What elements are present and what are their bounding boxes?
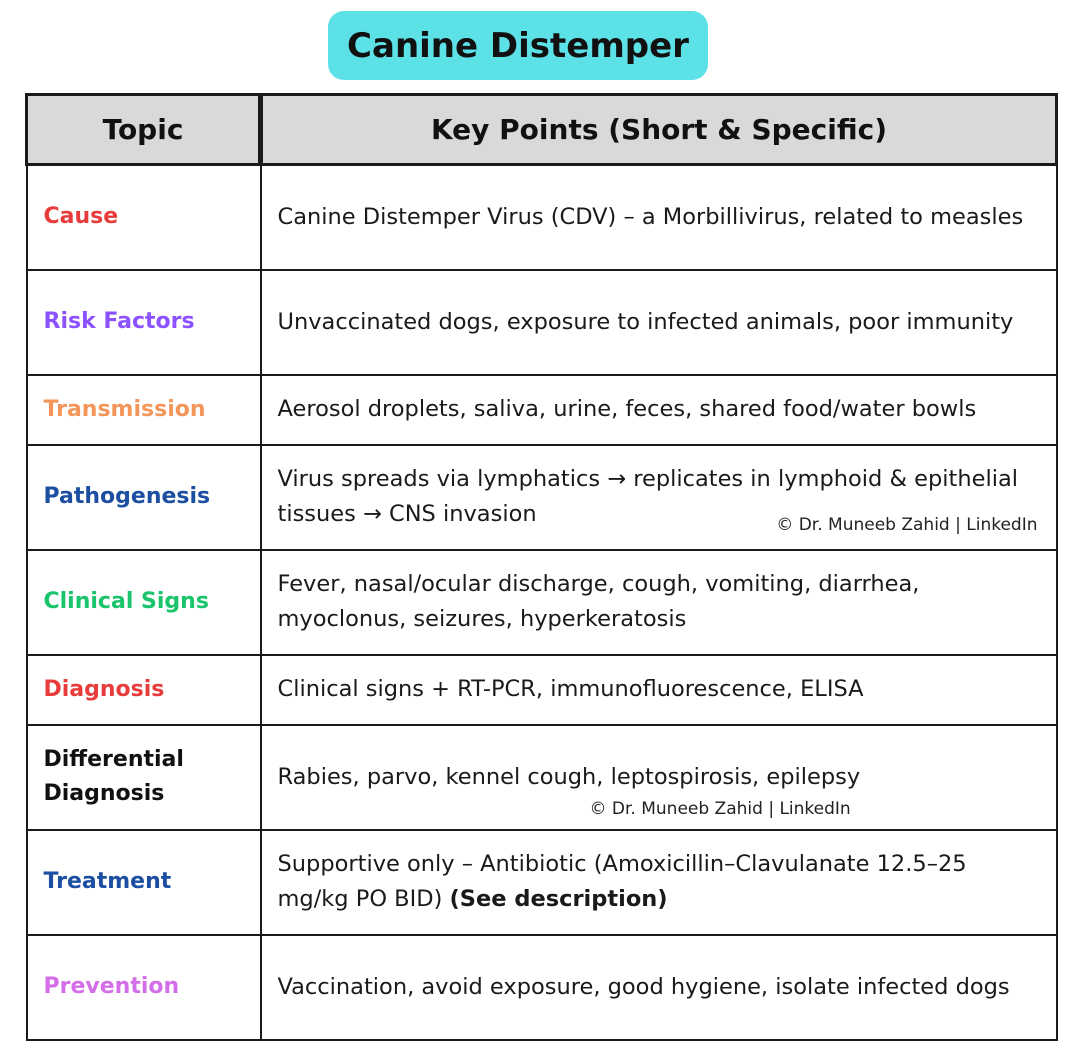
key-point-cell <box>261 830 1057 935</box>
table-row <box>27 935 1057 1040</box>
title-banner <box>328 11 708 80</box>
key-point-text: Virus spreads via lymphatics → replicates in lymphoid & epithelial tissues → CNS invasion <box>277 466 1018 527</box>
key-point-cell <box>261 270 1057 375</box>
page-title: Canine Distemper <box>347 25 689 66</box>
topic-cell: Diagnosis <box>27 655 261 725</box>
key-point-text: Fever, nasal/ocular discharge, cough, vomiting, diarrhea, myoclonus, seizures, hyperkeratosis <box>277 571 920 632</box>
see-description-note: (See description) <box>449 886 668 912</box>
key-point-cell <box>261 655 1057 725</box>
topic-cell: Risk Factors <box>27 270 261 375</box>
table-row <box>27 445 1057 550</box>
key-point-cell <box>261 725 1057 830</box>
key-point-cell <box>261 935 1057 1040</box>
topic-cell: Prevention <box>27 935 261 1040</box>
table-header-row <box>27 95 1057 165</box>
key-points-table <box>25 93 1058 1041</box>
key-point-text: Vaccination, avoid exposure, good hygiene, isolate infected dogs <box>277 973 1010 1000</box>
topic-cell: Pathogenesis <box>27 445 261 550</box>
table-row <box>27 655 1057 725</box>
key-point-text: Supportive only – Antibiotic (Amoxicillin–Clavulanate 12.5–25 mg/kg PO BID) <box>277 851 967 912</box>
header-key-points: Key Points (Short & Specific) <box>261 95 1057 165</box>
table-row <box>27 725 1057 830</box>
key-point-text: Aerosol droplets, saliva, urine, feces, shared food/water bowls <box>277 396 977 422</box>
topic-cell: Treatment <box>27 830 261 935</box>
table-row <box>27 270 1057 375</box>
table-row <box>27 830 1057 935</box>
table-row <box>27 165 1057 270</box>
key-point-cell <box>261 375 1057 445</box>
key-point-text: Unvaccinated dogs, exposure to infected animals, poor immunity <box>277 308 1014 335</box>
key-point-text: Canine Distemper Virus (CDV) – a Morbillivirus, related to measles <box>277 203 1024 230</box>
table-row <box>27 375 1057 445</box>
key-point-cell <box>261 445 1057 550</box>
key-point-cell <box>261 165 1057 270</box>
topic-cell: Cause <box>27 165 261 270</box>
topic-cell: Differential Diagnosis <box>27 725 261 830</box>
topic-cell: Clinical Signs <box>27 550 261 655</box>
key-point-text: Rabies, parvo, kennel cough, leptospirosis, epilepsy <box>277 763 861 790</box>
topic-cell: Transmission <box>27 375 261 445</box>
table-row <box>27 550 1057 655</box>
key-point-cell <box>261 550 1057 655</box>
watermark-text: © Dr. Muneeb Zahid | LinkedIn <box>776 514 1038 535</box>
header-topic: Topic <box>27 95 261 165</box>
key-point-text: Clinical signs + RT-PCR, immunofluorescence, ELISA <box>277 676 864 702</box>
watermark-text: © Dr. Muneeb Zahid | LinkedIn <box>589 798 851 819</box>
